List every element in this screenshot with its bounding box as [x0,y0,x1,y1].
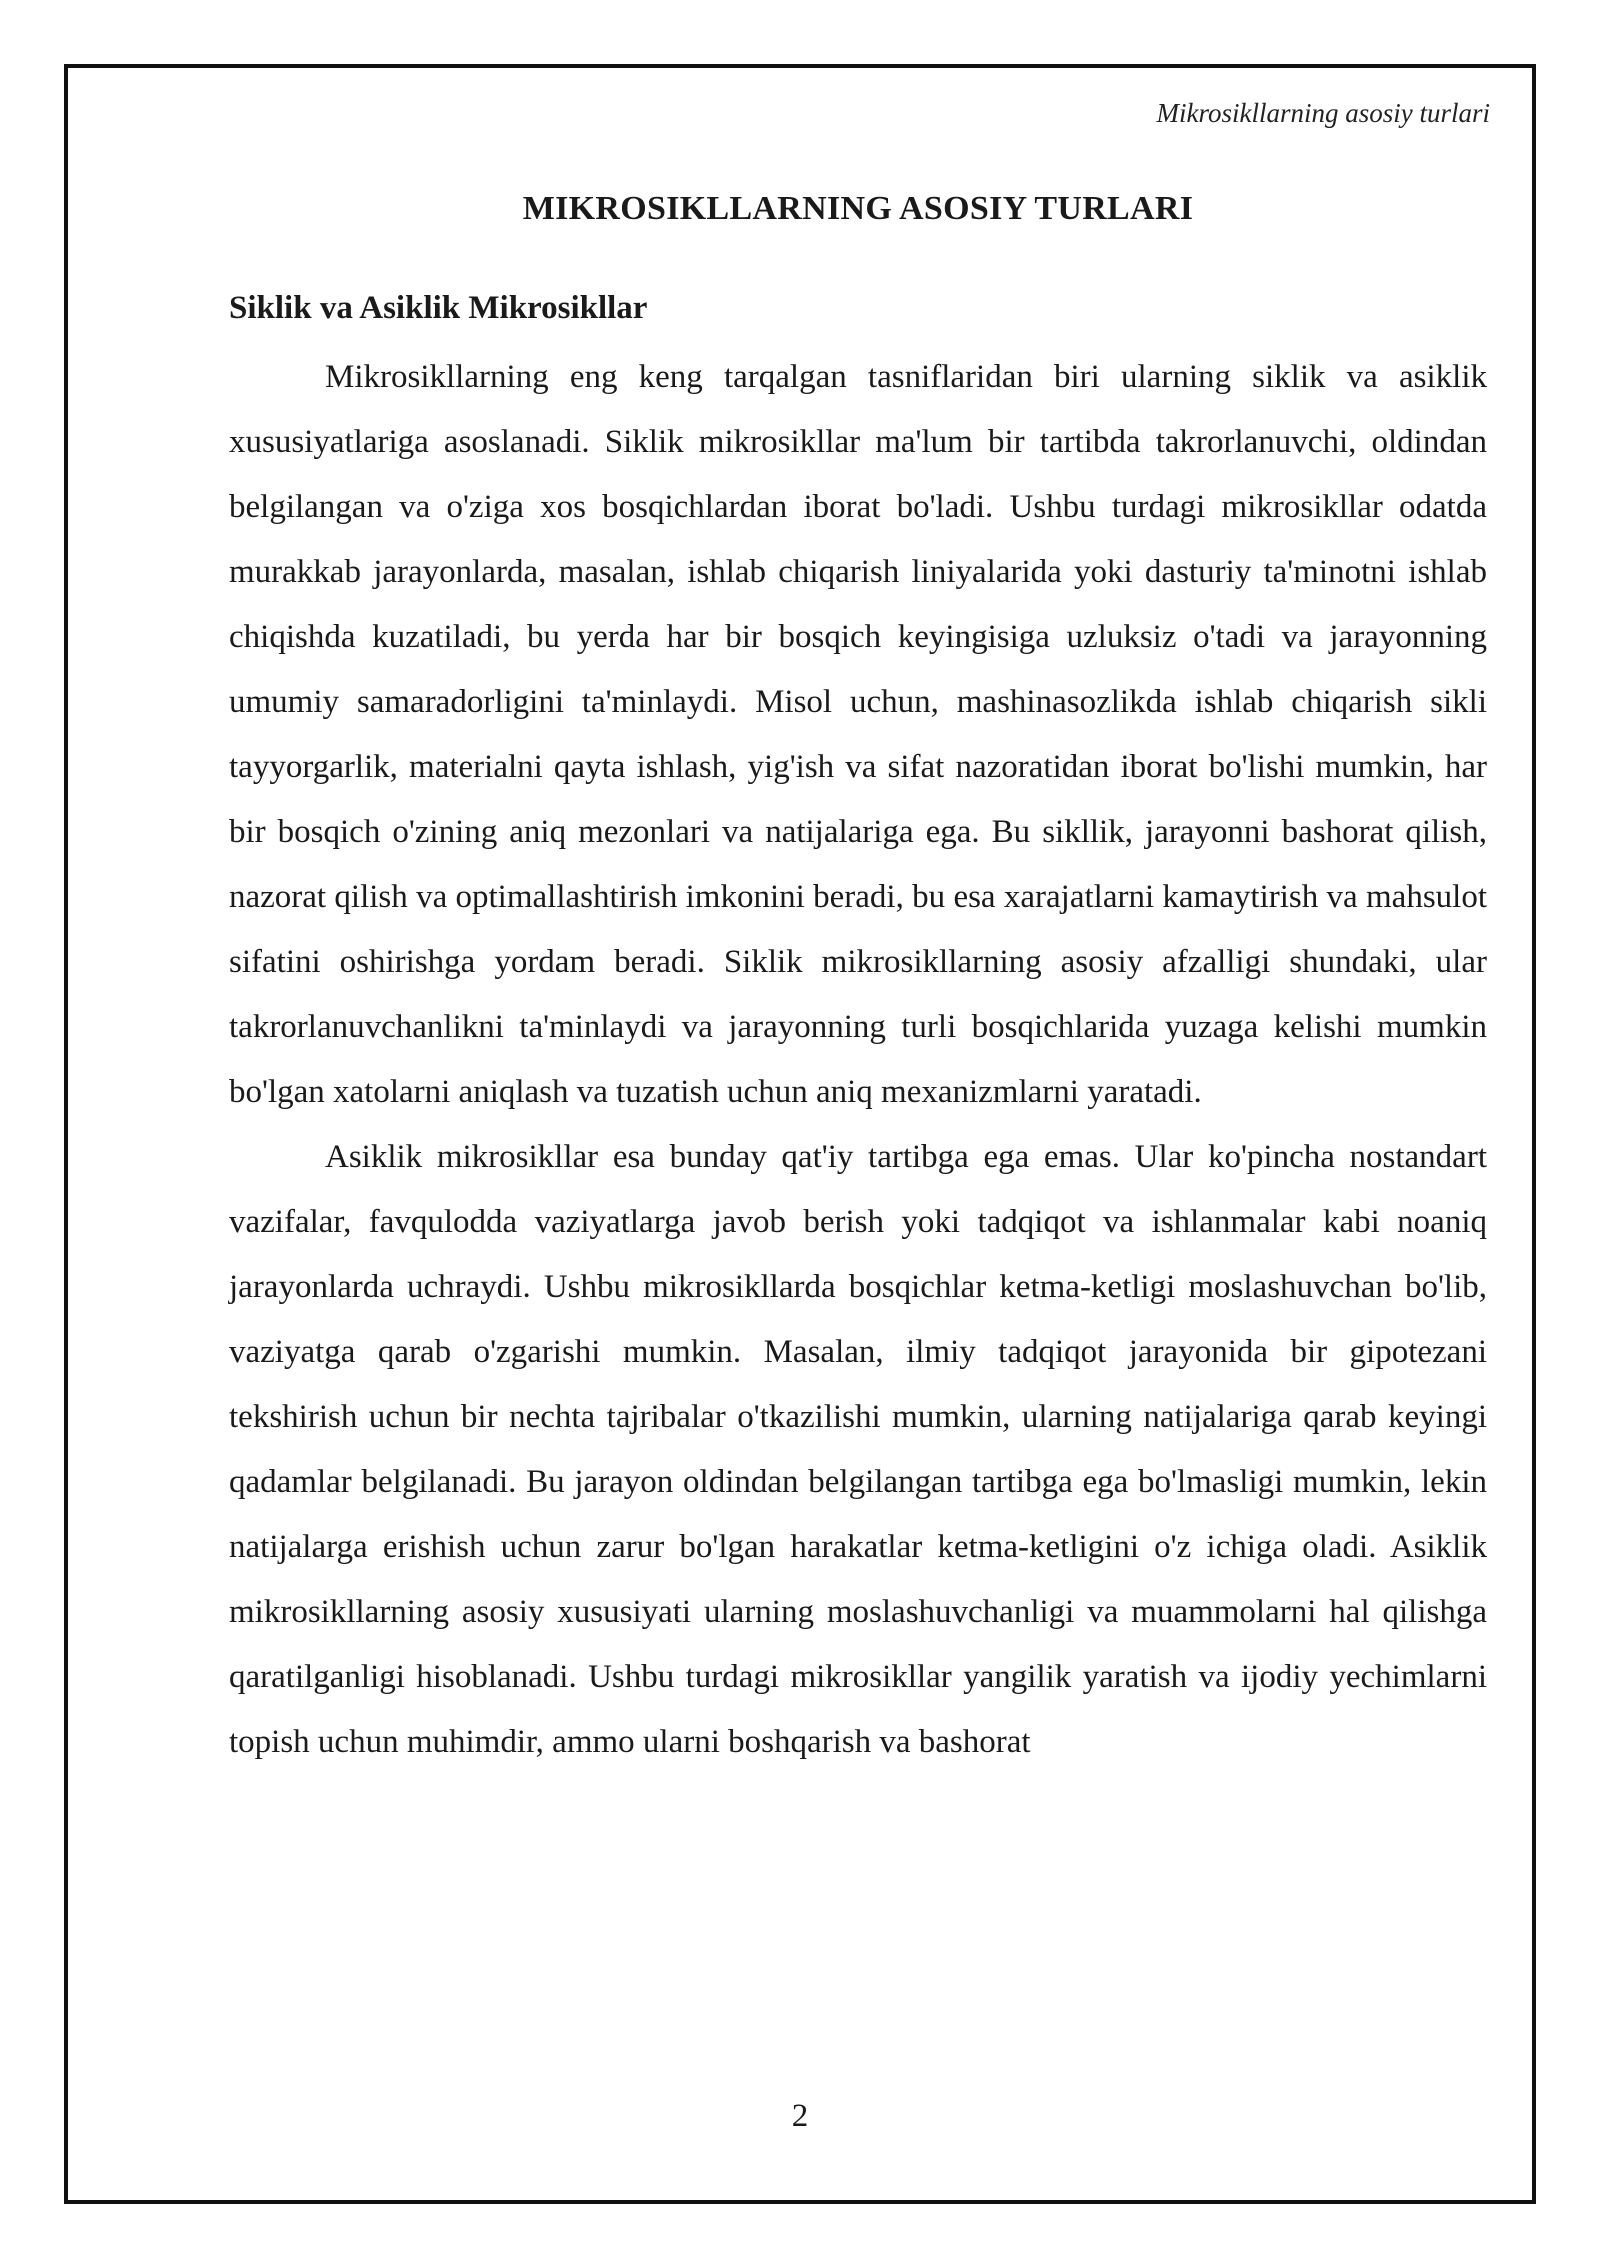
document-title: MIKROSIKLLARNING ASOSIY TURLARI [522,190,1194,227]
page-number: 2 [791,2098,809,2134]
running-header: Mikrosikllarning asosiy turlari [1156,98,1490,128]
body-paragraph-1: Mikrosikllarning eng keng tarqalgan tasniflaridan biri ularning siklik va asiklik xususiyatlariga asoslanadi. Siklik mikrosikllar ma'lum bir tartibda takrorlanuvchi, oldindan belgilangan va o'ziga xos bosqichlardan iborat bo'ladi. Ushbu turdagi mikrosikllar odatda murakkab jarayonlarda, masalan, ishlab chiqarish liniyalarida yoki dasturiy ta'minotni ishlab chiqishda kuzatiladi, bu yerda har bir bosqich keyingisiga uzluksiz o'tadi va jarayonning umumiy samaradorligini ta'minlaydi. Misol uchun, mashinasozlikda ishlab chiqarish sikli tayyorgarlik, materialni qayta ishlash, yig'ish va sifat nazoratidan iborat bo'lishi mumkin, har bir bosqich o'zining aniq mezonlari va natijalariga ega. Bu sikllik, jarayonni bashorat qilish, nazorat qilish va optimallashtirish imkonini beradi, bu esa xarajatlarni kamaytirish va mahsulot sifatini oshirishga yordam beradi. Siklik mikrosikllarning asosiy afzalligi shundaki, ular takrorlanuvchanlikni ta'minlaydi va jarayonning turli bosqichlarida yuzaga kelishi mumkin bo'lgan xatolarni aniqlash va tuzatish uchun aniq mexanizmlarni yaratadi. [229,359,1487,1110]
section-heading: Siklik va Asiklik Mikrosikllar [229,290,648,326]
body-paragraph-2: Asiklik mikrosikllar esa bunday qat'iy tartibga ega emas. Ular ko'pincha nostandart vazifalar, favqulodda vaziyatlarga javob berish yoki tadqiqot va ishlanmalar kabi noaniq jarayonlarda uchraydi. Ushbu mikrosikllarda bosqichlar ketma-ketligi moslashuvchan bo'lib, vaziyatga qarab o'zgarishi mumkin. Masalan, ilmiy tadqiqot jarayonida bir gipotezani tekshirish uchun bir nechta tajribalar o'tkazilishi mumkin, ularning natijalariga qarab keyingi qadamlar belgilanadi. Bu jarayon oldindan belgilangan tartibga ega bo'lmasligi mumkin, lekin natijalarga erishish uchun zarur bo'lgan harakatlar ketma-ketligini o'z ichiga oladi. Asiklik mikrosikllarning asosiy xususiyati ularning moslashuvchanligi va muammolarni hal qilishga qaratilganligi hisoblanadi. Ushbu turdagi mikrosikllar yangilik yaratish va ijodiy yechimlarni topish uchun muhimdir, ammo ularni boshqarish va bashorat [229,1139,1487,1760]
page-content [229,180,1487,1775]
